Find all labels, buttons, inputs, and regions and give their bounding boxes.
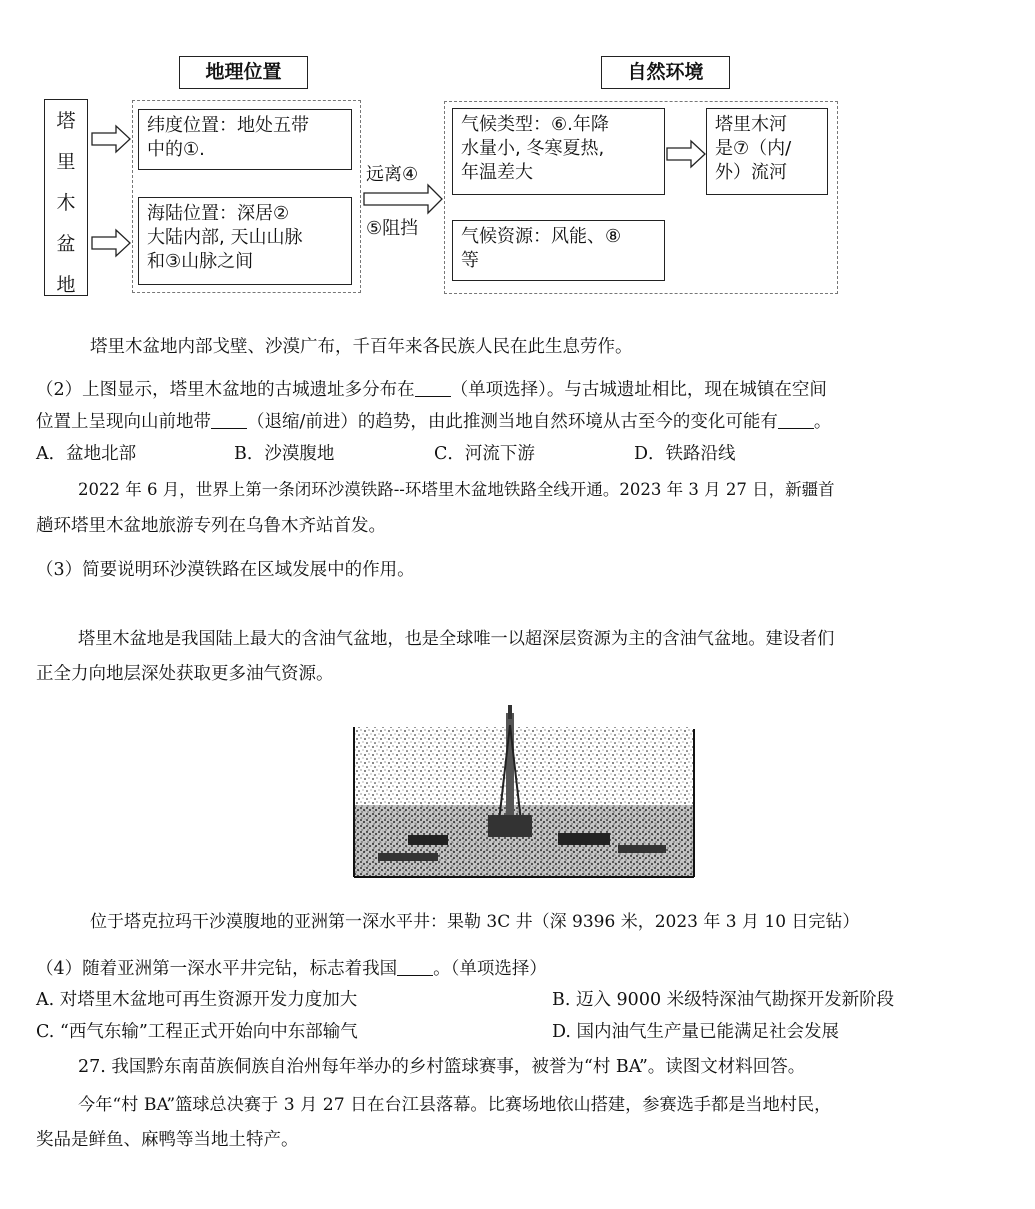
basin-char: 盆 [56, 233, 76, 255]
arrow-right-icon [665, 139, 709, 169]
sea-land-box [138, 197, 352, 285]
q2-option-c[interactable]: C．河流下游 [434, 444, 535, 464]
question-4 [36, 955, 547, 980]
climate-resource-box [452, 220, 665, 281]
q4-text: （4）随着亚洲第一深水平井完钻，标志着我国 [36, 959, 398, 979]
header-geo-location: 地理位置 [179, 56, 308, 89]
latitude-line: 中的①. [147, 139, 205, 160]
q2-option-b[interactable]: B．沙漠腹地 [234, 444, 335, 464]
q2-text: 。 [813, 412, 832, 432]
paragraph: 2022 年 6 月，世界上第一条闭环沙漠铁路--环塔里木盆地铁路全线开通。2023 年 3 月 27 日，新疆首 [78, 480, 835, 499]
climate-resource-line: 等 [461, 250, 479, 271]
paragraph: 趟环塔里木盆地旅游专列在乌鲁木齐站首发。 [36, 516, 386, 536]
question-2-line-2 [36, 408, 831, 433]
basin-char: 塔 [56, 110, 76, 132]
q4-option-a[interactable]: A. 对塔里木盆地可再生资源开发力度加大 [36, 990, 358, 1010]
arrow-bottom-label: ⑤阻挡 [366, 218, 419, 239]
river-line: 是⑦（内/ [715, 138, 792, 159]
latitude-line: 纬度位置：地处五带 [147, 115, 309, 136]
q2-text: 位置上呈现向山前地带 [36, 412, 211, 432]
oil-well-photo [348, 705, 698, 883]
climate-type-line: 水量小, 冬寒夏热, [461, 138, 605, 159]
q2-option-d[interactable]: D．铁路沿线 [634, 444, 736, 464]
answer-blank[interactable] [415, 379, 451, 398]
answer-blank[interactable] [211, 411, 247, 430]
river-line: 塔里木河 [715, 114, 787, 135]
paragraph: 奖品是鲜鱼、麻鸭等当地土特产。 [36, 1130, 299, 1150]
q4-option-d[interactable]: D. 国内油气生产量已能满足社会发展 [552, 1022, 840, 1042]
q4-option-c[interactable]: C. “西气东输”工程正式开始向中东部输气 [36, 1022, 358, 1042]
climate-resource-line: 气候资源：风能、⑧ [461, 226, 622, 247]
question-3: （3）简要说明环沙漠铁路在区域发展中的作用。 [36, 560, 415, 580]
climate-type-line: 年温差大 [461, 162, 533, 183]
question-27: 27. 我国黔东南苗族侗族自治州每年举办的乡村篮球赛事，被誉为“村 BA”。读图文材料回答。 [78, 1057, 806, 1077]
answer-blank[interactable] [397, 958, 433, 977]
basin-name-box [44, 99, 88, 296]
q4-text: 。（单项选择） [433, 959, 547, 979]
climate-type-box [452, 108, 665, 195]
arrow-right-icon [90, 124, 134, 154]
header-natural-environment: 自然环境 [601, 56, 730, 89]
sea-land-line: 大陆内部, 天山山脉 [147, 227, 303, 248]
basin-char: 木 [56, 192, 76, 214]
arrow-top-label: 远离④ [366, 164, 419, 185]
q4-option-b[interactable]: B. 迈入 9000 米级特深油气勘探开发新阶段 [552, 990, 895, 1010]
paragraph: 塔里木盆地是我国陆上最大的含油气盆地，也是全球唯一以超深层资源为主的含油气盆地。建设者们 [78, 629, 835, 649]
photo-caption: 位于塔克拉玛干沙漠腹地的亚洲第一深水平井：果勒 3C 井（深 9396 米，2023 年 3 月 10 日完钻） [90, 912, 860, 932]
q2-text: （2）上图显示，塔里木盆地的古城遗址多分布在 [36, 380, 415, 400]
paragraph: 今年“村 BA”篮球总决赛于 3 月 27 日在台江县落幕。比赛场地依山搭建，参赛选手都是当地村民， [78, 1095, 832, 1115]
q2-text: （退缩/前进）的趋势，由此推测当地自然环境从古至今的变化可能有 [247, 412, 778, 432]
paragraph: 塔里木盆地内部戈壁、沙漠广布，千百年来各民族人民在此生息劳作。 [90, 337, 633, 357]
paragraph: 正全力向地层深处获取更多油气资源。 [36, 664, 334, 684]
basin-char: 地 [56, 274, 76, 296]
river-line: 外）流河 [715, 162, 787, 183]
q2-text: （单项选择）。与古城遗址相比，现在城镇在空间 [450, 380, 827, 400]
sea-land-line: 海陆位置：深居② [147, 203, 290, 224]
basin-char: 里 [56, 151, 76, 173]
arrow-right-icon [90, 228, 134, 258]
climate-type-line: 气候类型：⑥.年降 [461, 114, 609, 135]
arrow-right-icon [362, 183, 446, 215]
answer-blank[interactable] [778, 411, 814, 430]
tarim-river-box [706, 108, 828, 195]
sea-land-line: 和③山脉之间 [147, 251, 254, 272]
latitude-box [138, 109, 352, 170]
question-2-line-1 [36, 376, 827, 401]
q2-option-a[interactable]: A．盆地北部 [36, 444, 137, 464]
